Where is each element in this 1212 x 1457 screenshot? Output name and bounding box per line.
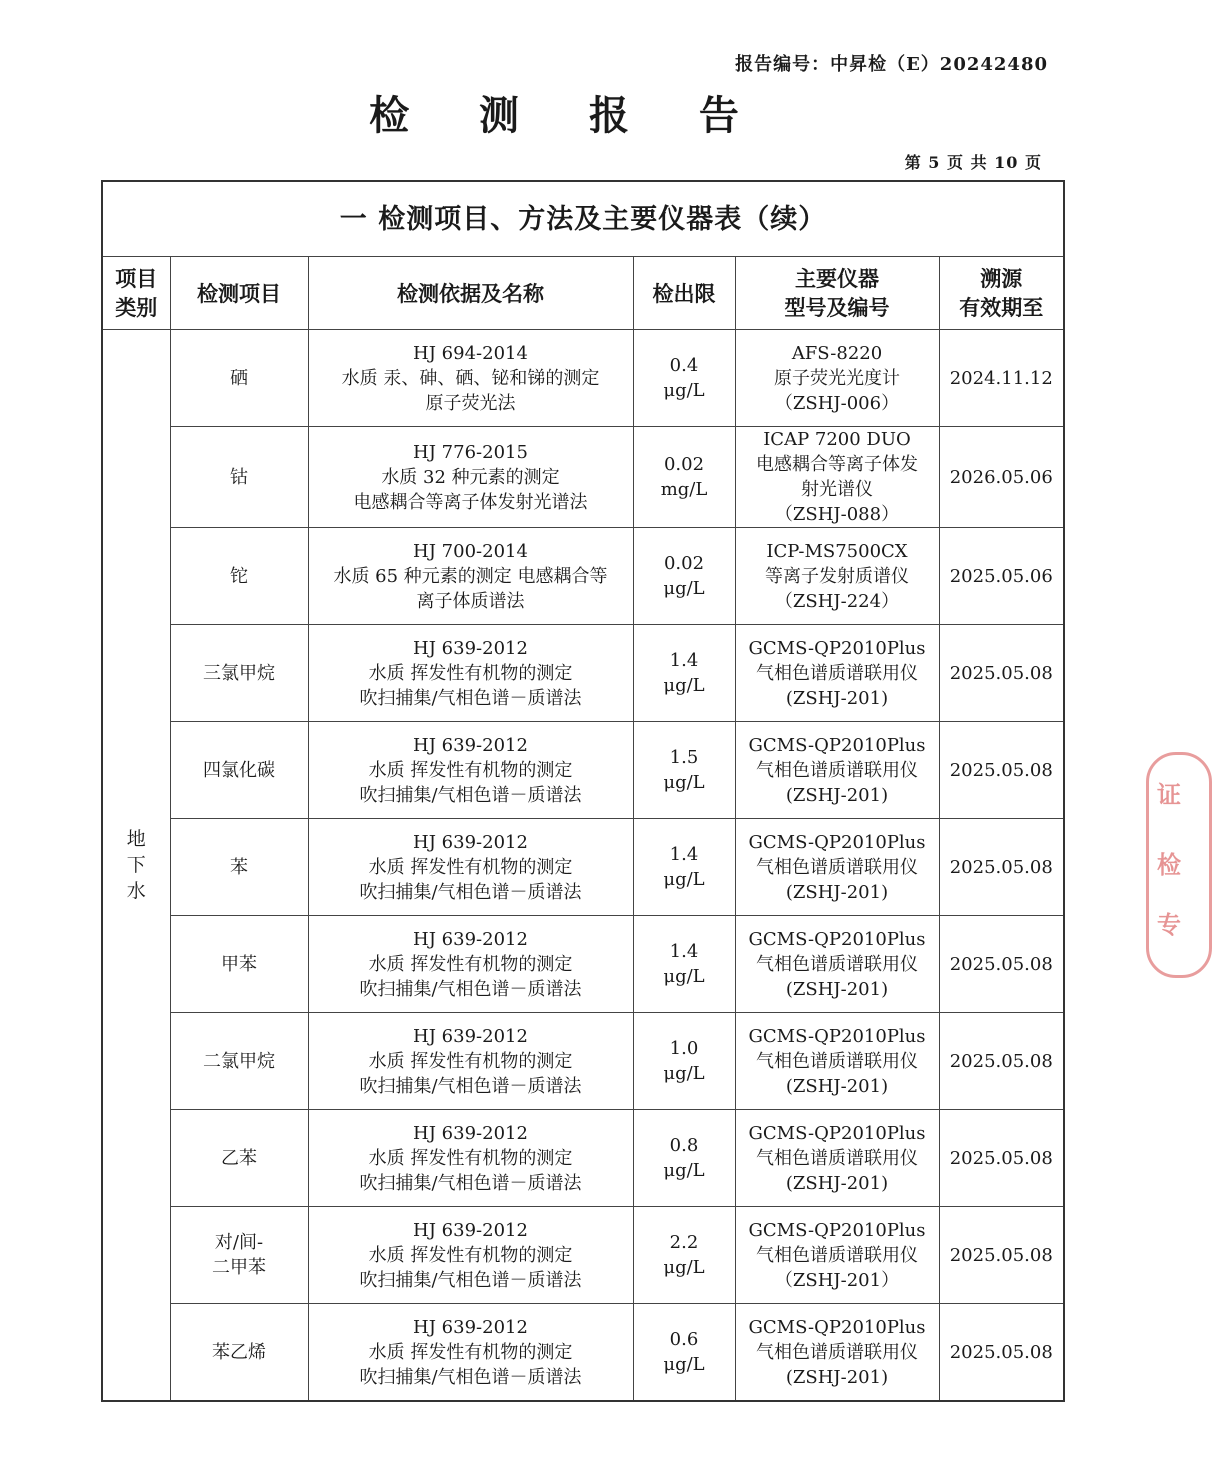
method-cell	[308, 1304, 633, 1402]
instrument-line: (ZSHJ-201)	[785, 978, 889, 1000]
item-line: 苯	[230, 856, 248, 878]
limit-cell	[633, 1304, 735, 1402]
method-line: 水质 挥发性有机物的测定	[368, 1244, 573, 1266]
table-row	[102, 427, 1064, 528]
limit-cell	[633, 819, 735, 916]
instrument-cell	[735, 1304, 939, 1402]
limit-line: 1.0	[669, 1038, 699, 1059]
validity-cell: 2025.05.08	[939, 1013, 1064, 1110]
method-line: 水质 挥发性有机物的测定	[368, 1147, 573, 1169]
method-line: 水质 32 种元素的测定	[381, 466, 560, 488]
limit-line: 1.4	[669, 650, 699, 671]
instrument-line: （ZSHJ-006）	[774, 392, 900, 414]
instrument-line: (ZSHJ-201)	[785, 784, 889, 806]
limit-line: μg/L	[663, 1160, 705, 1181]
instrument-line: (ZSHJ-201)	[785, 687, 889, 709]
method-line: 水质 挥发性有机物的测定	[368, 1050, 573, 1072]
document-title: 检 测 报 告	[369, 92, 767, 139]
table-row	[102, 625, 1064, 722]
method-line: HJ 700-2014	[413, 540, 528, 562]
instrument-cell	[735, 528, 939, 625]
method-cell	[308, 722, 633, 819]
item-cell	[170, 528, 308, 625]
limit-cell	[633, 625, 735, 722]
table-row	[102, 722, 1064, 819]
method-line: 吹扫捕集/气相色谱－质谱法	[359, 1075, 582, 1097]
instrument-line: GCMS-QP2010Plus	[748, 928, 926, 950]
instrument-cell	[735, 330, 939, 427]
instrument-line: GCMS-QP2010Plus	[748, 1025, 926, 1047]
instrument-line: GCMS-QP2010Plus	[748, 1316, 926, 1338]
method-line: HJ 639-2012	[413, 831, 528, 853]
limit-cell	[633, 1013, 735, 1110]
header-category-line: 项目	[115, 266, 158, 291]
item-line: 四氯化碳	[203, 759, 275, 781]
table-row	[102, 330, 1064, 427]
instrument-line: GCMS-QP2010Plus	[748, 1122, 926, 1144]
category-cell	[102, 330, 170, 1402]
item-cell	[170, 916, 308, 1013]
limit-line: 1.5	[669, 747, 699, 768]
item-line: 钴	[230, 466, 248, 488]
item-line: 铊	[230, 565, 248, 587]
instrument-line: 射光谱仪	[801, 479, 873, 500]
limit-line: 0.02	[663, 553, 705, 574]
validity-cell: 2025.05.08	[939, 625, 1064, 722]
instrument-line: 等离子发射质谱仪	[765, 565, 909, 587]
header-validity	[939, 257, 1064, 330]
instrument-line: (ZSHJ-201)	[785, 1172, 889, 1194]
validity-cell: 2025.05.08	[939, 1207, 1064, 1304]
instrument-line: 气相色谱质谱联用仪	[756, 1244, 918, 1266]
validity-cell: 2025.05.08	[939, 819, 1064, 916]
instrument-line: 气相色谱质谱联用仪	[756, 856, 918, 878]
method-line: 吹扫捕集/气相色谱－质谱法	[359, 978, 582, 1000]
header-limit: 检出限	[633, 257, 735, 330]
method-line: 离子体质谱法	[416, 590, 525, 612]
header-instrument	[735, 257, 939, 330]
item-cell	[170, 1013, 308, 1110]
instrument-line: （ZSHJ-224）	[774, 590, 900, 612]
instrument-cell	[735, 1013, 939, 1110]
method-line: 水质 挥发性有机物的测定	[368, 953, 573, 975]
limit-cell	[633, 528, 735, 625]
item-cell	[170, 330, 308, 427]
limit-line: μg/L	[663, 675, 705, 696]
instrument-line: (ZSHJ-201)	[785, 1366, 889, 1388]
item-cell	[170, 1207, 308, 1304]
item-cell	[170, 625, 308, 722]
method-cell	[308, 916, 633, 1013]
limit-cell	[633, 722, 735, 819]
method-cell	[308, 427, 633, 528]
instrument-line: （ZSHJ-201）	[774, 1269, 900, 1291]
item-cell	[170, 1110, 308, 1207]
method-line: HJ 639-2012	[413, 1025, 528, 1047]
instrument-line: (ZSHJ-201)	[785, 881, 889, 903]
instrument-cell	[735, 819, 939, 916]
report-number: 报告编号：中昇检（E）20242480	[735, 54, 1048, 75]
instrument-line: GCMS-QP2010Plus	[748, 831, 926, 853]
instrument-line: 气相色谱质谱联用仪	[756, 1341, 918, 1363]
validity-cell: 2025.05.08	[939, 916, 1064, 1013]
limit-cell	[633, 1110, 735, 1207]
header-validity-line: 溯源	[980, 266, 1023, 291]
method-line: HJ 694-2014	[413, 342, 528, 364]
limit-cell	[633, 1207, 735, 1304]
validity-cell: 2025.05.08	[939, 722, 1064, 819]
method-line: 水质 挥发性有机物的测定	[368, 856, 573, 878]
item-line: 甲苯	[221, 953, 257, 975]
header-category-line: 类别	[115, 295, 158, 320]
method-line: HJ 639-2012	[413, 1219, 528, 1241]
method-line: 原子荧光法	[425, 392, 516, 414]
instrument-line: 气相色谱质谱联用仪	[756, 759, 918, 781]
page-info: 第 5 页 共 10 页	[904, 153, 1042, 172]
header-method: 检测依据及名称	[308, 257, 633, 330]
category-char: 地	[126, 828, 146, 850]
method-line: 吹扫捕集/气相色谱－质谱法	[359, 881, 582, 903]
category-char: 下	[126, 854, 146, 876]
table-title: 一 检测项目、方法及主要仪器表（续）	[102, 181, 1064, 257]
limit-line: μg/L	[663, 380, 705, 401]
limit-line: 0.02	[663, 454, 705, 475]
instrument-cell	[735, 1207, 939, 1304]
method-line: HJ 639-2012	[413, 928, 528, 950]
instrument-cell	[735, 1110, 939, 1207]
limit-line: μg/L	[663, 1063, 705, 1084]
limit-line: μg/L	[663, 1354, 705, 1375]
method-line: 电感耦合等离子体发射光谱法	[353, 491, 588, 513]
method-line: HJ 639-2012	[413, 637, 528, 659]
method-cell	[308, 1013, 633, 1110]
method-cell	[308, 330, 633, 427]
instrument-cell	[735, 625, 939, 722]
header-instrument-line: 主要仪器	[795, 266, 879, 291]
table-row	[102, 916, 1064, 1013]
validity-cell: 2025.05.06	[939, 528, 1064, 625]
item-cell	[170, 819, 308, 916]
item-line: 二甲苯	[212, 1257, 266, 1278]
instrument-line: GCMS-QP2010Plus	[748, 637, 926, 659]
stamp-char: 证	[1157, 780, 1181, 809]
stamp-char: 检	[1157, 850, 1181, 879]
method-line: 吹扫捕集/气相色谱－质谱法	[359, 1269, 582, 1291]
header-instrument-line: 型号及编号	[784, 295, 890, 320]
header-item: 检测项目	[170, 257, 308, 330]
limit-line: 0.6	[669, 1329, 699, 1350]
instrument-line: 原子荧光光度计	[774, 367, 900, 389]
validity-cell: 2025.05.08	[939, 1304, 1064, 1402]
method-line: HJ 639-2012	[413, 1316, 528, 1338]
method-line: 水质 汞、砷、硒、铋和锑的测定	[341, 367, 600, 389]
method-line: 水质 65 种元素的测定 电感耦合等	[333, 565, 608, 587]
limit-line: μg/L	[663, 1257, 705, 1278]
instrument-line: 气相色谱质谱联用仪	[756, 953, 918, 975]
validity-cell: 2024.11.12	[939, 330, 1064, 427]
method-line: 吹扫捕集/气相色谱－质谱法	[359, 687, 582, 709]
instrument-cell	[735, 916, 939, 1013]
instrument-line: 电感耦合等离子体发	[756, 454, 918, 475]
validity-cell: 2025.05.08	[939, 1110, 1064, 1207]
method-line: 吹扫捕集/气相色谱－质谱法	[359, 1172, 582, 1194]
limit-line: 0.4	[669, 355, 699, 376]
method-cell	[308, 819, 633, 916]
method-line: 水质 挥发性有机物的测定	[368, 662, 573, 684]
detection-table-container	[101, 180, 1063, 1402]
limit-line: mg/L	[660, 479, 708, 500]
instrument-line: GCMS-QP2010Plus	[748, 1219, 926, 1241]
instrument-line: (ZSHJ-201)	[785, 1075, 889, 1097]
instrument-line: GCMS-QP2010Plus	[748, 734, 926, 756]
item-line: 乙苯	[221, 1147, 257, 1169]
instrument-line: （ZSHJ-088）	[774, 504, 900, 525]
method-line: 吹扫捕集/气相色谱－质谱法	[359, 784, 582, 806]
instrument-line: 气相色谱质谱联用仪	[756, 662, 918, 684]
item-cell	[170, 722, 308, 819]
limit-cell	[633, 916, 735, 1013]
category-char: 水	[126, 880, 146, 902]
method-line: 水质 挥发性有机物的测定	[368, 1341, 573, 1363]
item-line: 对/间-	[214, 1232, 264, 1253]
limit-cell	[633, 427, 735, 528]
validity-cell: 2026.05.06	[939, 427, 1064, 528]
method-cell	[308, 528, 633, 625]
method-line: HJ 639-2012	[413, 1122, 528, 1144]
item-line: 二氯甲烷	[203, 1050, 275, 1072]
table-row	[102, 1304, 1064, 1402]
method-cell	[308, 1110, 633, 1207]
item-line: 苯乙烯	[212, 1341, 266, 1363]
method-line: 吹扫捕集/气相色谱－质谱法	[359, 1366, 582, 1388]
instrument-line: 气相色谱质谱联用仪	[756, 1147, 918, 1169]
item-line: 硒	[230, 367, 248, 389]
instrument-line: 气相色谱质谱联用仪	[756, 1050, 918, 1072]
table-row	[102, 1110, 1064, 1207]
stamp-char: 专	[1157, 910, 1181, 939]
method-line: HJ 639-2012	[413, 734, 528, 756]
limit-line: μg/L	[663, 578, 705, 599]
limit-cell	[633, 330, 735, 427]
instrument-line: AFS-8220	[791, 342, 883, 364]
limit-line: μg/L	[663, 966, 705, 987]
item-line: 三氯甲烷	[203, 662, 275, 684]
limit-line: 0.8	[669, 1135, 699, 1156]
method-line: 水质 挥发性有机物的测定	[368, 759, 573, 781]
header-validity-line: 有效期至	[959, 295, 1044, 320]
table-row	[102, 528, 1064, 625]
limit-line: 2.2	[669, 1232, 699, 1253]
table-row	[102, 819, 1064, 916]
method-line: HJ 776-2015	[413, 441, 528, 463]
item-cell	[170, 427, 308, 528]
limit-line: μg/L	[663, 772, 705, 793]
method-cell	[308, 1207, 633, 1304]
instrument-cell	[735, 722, 939, 819]
method-cell	[308, 625, 633, 722]
header-category	[102, 257, 170, 330]
table-row	[102, 1013, 1064, 1110]
table-header-row	[102, 257, 1064, 330]
instrument-cell	[735, 427, 939, 528]
limit-line: μg/L	[663, 869, 705, 890]
instrument-line: ICAP 7200 DUO	[763, 429, 911, 450]
item-cell	[170, 1304, 308, 1402]
limit-line: 1.4	[669, 844, 699, 865]
instrument-line: ICP-MS7500CX	[766, 540, 908, 562]
red-seal-stamp	[1146, 752, 1212, 978]
limit-line: 1.4	[669, 941, 699, 962]
detection-table	[101, 180, 1065, 1402]
table-row	[102, 1207, 1064, 1304]
